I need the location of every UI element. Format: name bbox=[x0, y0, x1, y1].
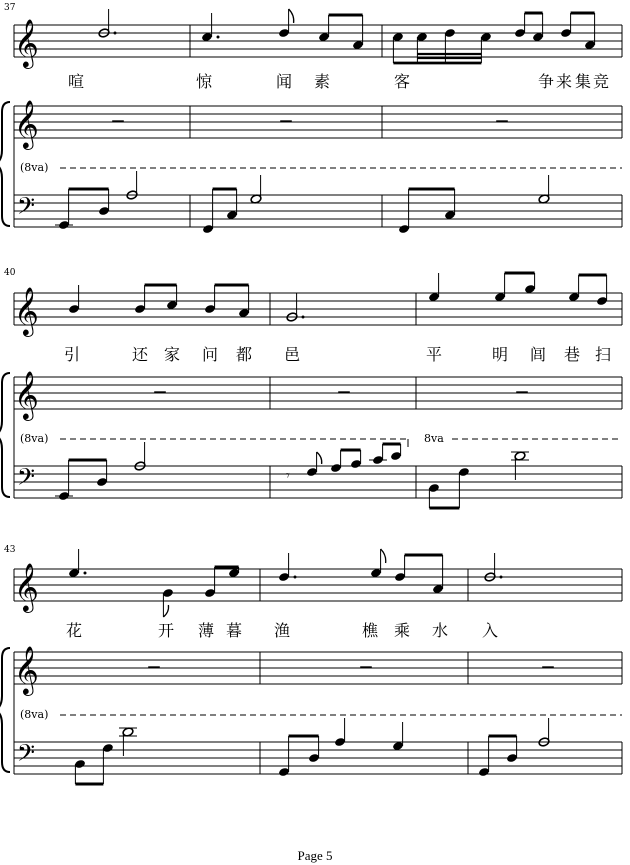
lyric-syllable: 花 bbox=[65, 621, 83, 640]
note-group bbox=[74, 727, 137, 784]
system-1 bbox=[0, 3, 622, 234]
grand-staff-brace-icon bbox=[0, 648, 10, 772]
lyric-syllable: 引 bbox=[63, 345, 81, 364]
measure-rest-icon: — bbox=[541, 660, 555, 675]
note-pair bbox=[394, 555, 444, 594]
treble-clef-icon: 𝄞 bbox=[14, 370, 39, 419]
note bbox=[278, 553, 296, 582]
lyric-syllable: 家 bbox=[163, 345, 181, 364]
note-group bbox=[392, 13, 596, 63]
system-2 bbox=[0, 268, 622, 508]
measure-rest-icon: — bbox=[337, 385, 351, 400]
lyric-syllable: 竞 bbox=[592, 72, 610, 91]
lyric-syllable: 渔 bbox=[273, 621, 291, 640]
lyric-syllable: 开 bbox=[157, 621, 175, 640]
note bbox=[286, 293, 304, 322]
note bbox=[68, 285, 80, 314]
measure-rest-icon: — bbox=[515, 385, 529, 400]
lyric-syllable: 水 bbox=[431, 621, 449, 640]
lyric-syllable: 暮 bbox=[225, 621, 243, 640]
ottava-mark: 8va bbox=[424, 432, 444, 445]
measure-rest-icon: — bbox=[153, 385, 167, 400]
ottava-mark: (8va) bbox=[20, 161, 49, 174]
bass-clef-icon: 𝄢 bbox=[17, 463, 36, 496]
ottava-mark: (8va) bbox=[20, 432, 49, 445]
grand-staff-brace-icon bbox=[0, 102, 10, 226]
lyric-syllable: 入 bbox=[481, 621, 499, 640]
lyric-syllable: 巷 bbox=[563, 345, 581, 364]
lyric-syllable: 邑 bbox=[283, 345, 301, 364]
lyric-syllable: 扫 bbox=[594, 345, 612, 364]
note bbox=[162, 588, 174, 617]
note-group bbox=[395, 175, 550, 234]
lyric-syllable: 争 bbox=[537, 72, 555, 91]
lyric-syllable: 明 bbox=[491, 345, 509, 364]
lyric-syllable: 还 bbox=[131, 345, 149, 364]
piano-bass-staff bbox=[14, 171, 622, 234]
note-group bbox=[275, 718, 404, 777]
voice-staff bbox=[14, 273, 622, 337]
lyrics-row bbox=[68, 72, 609, 91]
note-group bbox=[55, 171, 138, 230]
system-3 bbox=[0, 545, 622, 784]
lyrics-row bbox=[64, 345, 611, 364]
measure-rest-icon: — bbox=[359, 660, 373, 675]
grand-staff-brace-icon bbox=[0, 373, 10, 497]
note-group bbox=[286, 444, 402, 484]
lyric-syllable: 乘 bbox=[393, 621, 411, 640]
note-group bbox=[475, 718, 550, 777]
page-number-footer: Page 5 bbox=[297, 848, 333, 863]
lyric-syllable: 来 bbox=[555, 72, 573, 91]
lyric-syllable: 薄 bbox=[197, 621, 215, 640]
measure-rest-icon: — bbox=[279, 114, 293, 129]
bass-clef-icon: 𝄢 bbox=[17, 192, 36, 225]
piano-bass-staff bbox=[14, 718, 622, 784]
lyric-syllable: 闾 bbox=[529, 345, 547, 364]
lyric-syllable: 惊 bbox=[195, 72, 213, 91]
lyric-syllable: 樵 bbox=[361, 621, 379, 640]
measure-rest-icon: — bbox=[147, 660, 161, 675]
lyric-syllable: 客 bbox=[393, 72, 411, 91]
note bbox=[484, 553, 502, 582]
ottava-mark: (8va) bbox=[20, 708, 49, 721]
lyric-syllable: 喧 bbox=[67, 72, 85, 91]
measure-rest-icon: — bbox=[111, 114, 125, 129]
treble-clef-icon: 𝄞 bbox=[14, 562, 39, 611]
treble-clef-icon: 𝄞 bbox=[14, 18, 39, 67]
piano-bass-staff bbox=[14, 442, 622, 508]
lyric-syllable: 素 bbox=[313, 72, 331, 91]
note bbox=[370, 549, 386, 578]
lyric-syllable: 平 bbox=[425, 345, 443, 364]
treble-clef-icon: 𝄞 bbox=[14, 645, 39, 694]
measure-rest-icon: — bbox=[495, 114, 509, 129]
note bbox=[98, 9, 116, 38]
note-pair bbox=[494, 273, 536, 302]
bass-clef-icon: 𝄢 bbox=[17, 739, 36, 772]
treble-clef-icon: 𝄞 bbox=[14, 99, 39, 148]
lyric-syllable: 都 bbox=[235, 345, 253, 364]
lyric-syllable: 集 bbox=[574, 72, 592, 91]
note-pair bbox=[204, 285, 250, 318]
voice-staff bbox=[14, 549, 622, 617]
treble-clef-icon: 𝄞 bbox=[14, 286, 39, 335]
lyrics-row bbox=[66, 621, 498, 640]
note-group bbox=[199, 175, 262, 234]
note-group bbox=[55, 442, 146, 501]
lyric-syllable: 闻 bbox=[275, 72, 293, 91]
measure-number: 43 bbox=[4, 545, 16, 555]
measure-number: 40 bbox=[4, 268, 16, 278]
note bbox=[278, 9, 294, 38]
note-group bbox=[428, 451, 529, 508]
lyric-syllable: 问 bbox=[201, 345, 219, 364]
piano-treble-staff bbox=[14, 645, 622, 774]
measure-number: 37 bbox=[4, 3, 16, 13]
voice-staff bbox=[14, 9, 622, 69]
note bbox=[201, 13, 219, 42]
note bbox=[68, 549, 86, 578]
note-pair bbox=[134, 285, 178, 314]
note bbox=[428, 273, 440, 302]
eighth-rest-icon: 𝄾 bbox=[286, 468, 290, 484]
